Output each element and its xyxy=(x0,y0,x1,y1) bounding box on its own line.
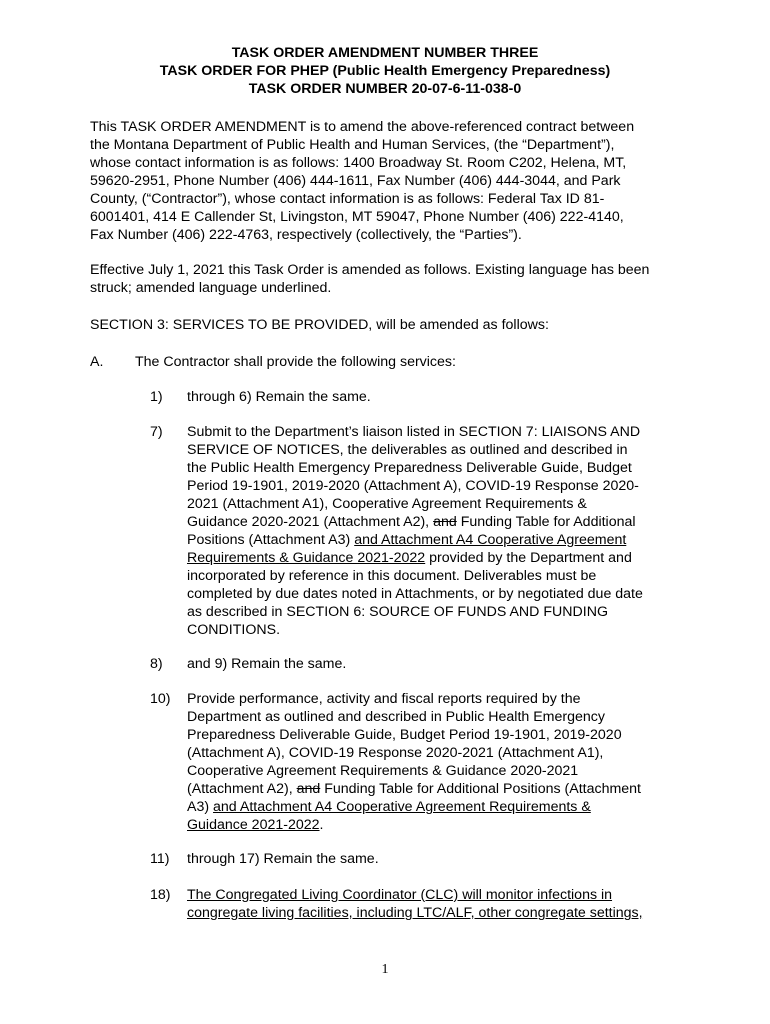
list-item-line: Cooperative Agreement Requirements & Guidance 2020-2021 xyxy=(187,763,579,779)
list-item-line: Submit to the Department’s liaison listed in SECTION 7: LIAISONS AND xyxy=(187,424,641,440)
header-subtitle: TASK ORDER FOR PHEP (Public Health Emergency Preparedness) xyxy=(159,63,611,79)
list-item-number: 1) xyxy=(150,389,163,405)
intro-line: whose contact information is as follows: 1400 Broadway St. Room C202, Helena, MT, xyxy=(90,155,627,171)
list-item-line: 2021 (Attachment A1), Cooperative Agreement Requirements & xyxy=(187,496,587,512)
effective-paragraph xyxy=(90,261,690,297)
struck-text: and xyxy=(433,514,457,530)
list-item-text: and 9) Remain the same. xyxy=(187,656,347,672)
list-item-line: Period 19-1901, 2019-2020 (Attachment A), COVID-19 Response 2020- xyxy=(187,478,639,494)
text-run: Guidance 2020-2021 (Attachment A2), xyxy=(187,514,434,530)
underlined-text: and Attachment A4 Cooperative Agreement xyxy=(354,532,627,548)
list-item-line: Department as outlined and described in Public Health Emergency xyxy=(187,709,605,725)
list-item-number: 18) xyxy=(150,887,171,903)
underlined-text: and Attachment A4 Cooperative Agreement Requirements & xyxy=(213,799,591,815)
list-item-line: Preparedness Deliverable Guide, Budget Period 19-1901, 2019-2020 xyxy=(187,727,622,743)
struck-text: and xyxy=(296,781,321,797)
text-run: Funding Table for Additional xyxy=(456,514,636,530)
section-a-letter: A. xyxy=(90,354,104,370)
document-header xyxy=(0,44,770,98)
intro-line: the Montana Department of Public Health and Human Services, (the “Department”), xyxy=(90,137,615,153)
text-run: (Attachment A2), xyxy=(187,781,297,797)
header-task-order-number: TASK ORDER NUMBER 20-07-6-11-038-0 xyxy=(248,81,522,97)
list-item-line xyxy=(187,531,707,549)
list-item-number: 7) xyxy=(150,424,163,440)
intro-line: 6001401, 414 E Callender St, Livingston, MT 59047, Phone Number (406) 222-4140, xyxy=(90,209,624,225)
underlined-text: The Congregated Living Coordinator (CLC) will monitor infections in xyxy=(187,887,613,903)
header-title: TASK ORDER AMENDMENT NUMBER THREE xyxy=(231,45,539,61)
list-item-line: as described in SECTION 6: SOURCE OF FUNDS AND FUNDING xyxy=(187,604,608,620)
section-3-text: SECTION 3: SERVICES TO BE PROVIDED, will be amended as follows: xyxy=(90,317,549,333)
effective-line: struck; amended language underlined. xyxy=(90,280,332,296)
list-item-line xyxy=(187,549,707,567)
underlined-text: Requirements & Guidance 2021-2022 xyxy=(187,550,426,566)
list-item-line xyxy=(187,513,707,531)
list-item-line: (Attachment A), COVID-19 Response 2020-2021 (Attachment A1), xyxy=(187,745,604,761)
underlined-text: Guidance 2021-2022 xyxy=(187,817,320,833)
section-3-heading xyxy=(90,316,690,334)
list-item-number: 10) xyxy=(150,691,171,707)
list-item-line: incorporated by reference in this document. Deliverables must be xyxy=(187,568,597,584)
underlined-text: congregate living facilities, including LTC/ALF, other congregate settings, xyxy=(187,905,643,921)
intro-line: Fax Number (406) 222-4763, respectively (collectively, the “Parties”). xyxy=(90,227,522,243)
page-number: 1 xyxy=(381,962,389,977)
list-item-number: 8) xyxy=(150,656,163,672)
intro-line: This TASK ORDER AMENDMENT is to amend the above-referenced contract between xyxy=(90,119,635,135)
list-item-line: Provide performance, activity and fiscal reports required by the xyxy=(187,691,581,707)
list-item-text: through 17) Remain the same. xyxy=(187,851,379,867)
intro-line: 59620-2951, Phone Number (406) 444-1611, Fax Number (406) 444-3044, and Park xyxy=(90,173,621,189)
list-item-line xyxy=(187,798,707,816)
text-run: A3) xyxy=(187,799,214,815)
text-run: Positions (Attachment A3) xyxy=(187,532,355,548)
list-item-number: 11) xyxy=(150,851,170,867)
list-item-line: CONDITIONS. xyxy=(187,622,281,638)
effective-line: Effective July 1, 2021 this Task Order is amended as follows. Existing language has been xyxy=(90,262,650,278)
section-a-text: The Contractor shall provide the following services: xyxy=(135,354,456,370)
list-item-line: completed by due dates noted in Attachments, or by negotiated due date xyxy=(187,586,643,602)
text-run: Funding Table for Additional Positions (Attachment xyxy=(320,781,642,797)
list-item-line: the Public Health Emergency Preparedness Deliverable Guide, Budget xyxy=(187,460,632,476)
list-item-text: through 6) Remain the same. xyxy=(187,389,371,405)
list-item-line xyxy=(187,816,707,834)
intro-paragraph xyxy=(90,118,690,244)
list-item-line: SERVICE OF NOTICES, the deliverables as outlined and described in xyxy=(187,442,628,458)
text-run: . xyxy=(319,817,324,833)
intro-line: County, (“Contractor”), whose contact information is as follows: Federal Tax ID 81- xyxy=(90,191,605,207)
text-run: provided by the Department and xyxy=(425,550,632,566)
list-item-line xyxy=(187,780,707,798)
